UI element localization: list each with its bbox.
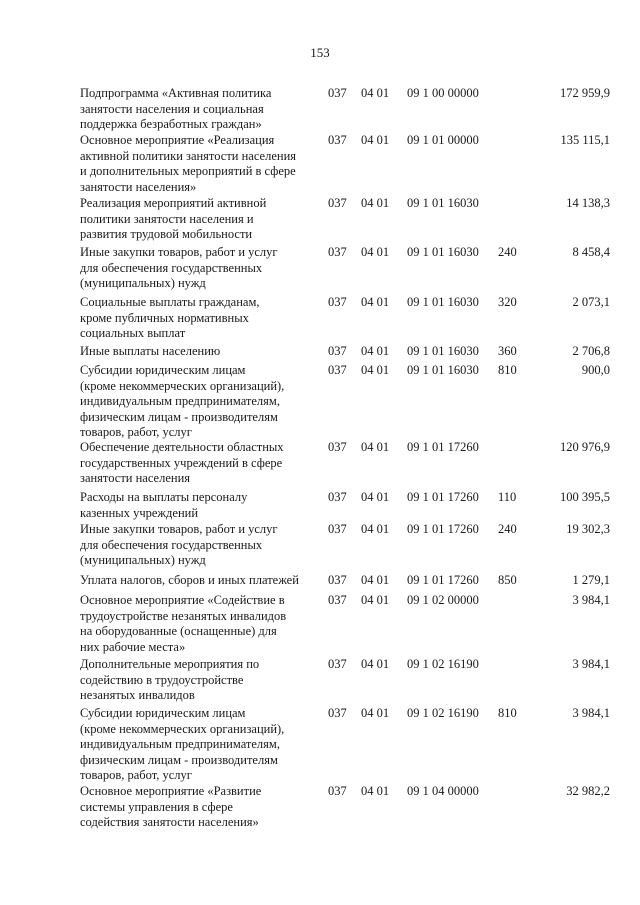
- row-article-code: 09 1 01 00000: [407, 133, 479, 147]
- row-name-line: (кроме некоммерческих организаций),: [80, 378, 285, 393]
- row-name-line: Реализация мероприятий активной: [80, 196, 267, 210]
- row-name-line: (кроме некоммерческих организаций),: [80, 721, 285, 736]
- row-section-code: 04 01: [361, 363, 390, 377]
- row-article-code: 09 1 01 17260: [407, 490, 479, 504]
- row-article-code: 09 1 01 16030: [407, 363, 479, 377]
- row-name-line: Дополнительные мероприятия по: [80, 657, 260, 671]
- row-section-code: 04 01: [361, 295, 390, 309]
- row-name-line: индивидуальным предпринимателям,: [80, 394, 280, 409]
- row-article-code: 09 1 02 16190: [407, 657, 479, 671]
- row-article-code: 09 1 01 16030: [407, 344, 479, 358]
- row-ministry-code: 037: [328, 295, 347, 309]
- row-name-line: содействия занятости населения»: [80, 815, 259, 830]
- row-name-line: товаров, работ, услуг: [80, 425, 192, 440]
- row-section-code: 04 01: [361, 706, 390, 720]
- row-amount: 2 706,8: [572, 344, 610, 358]
- row-amount: 135 115,1: [560, 133, 610, 147]
- row-name-line: трудоустройстве незанятых инвалидов: [80, 608, 287, 623]
- row-name-line: (муниципальных) нужд: [80, 553, 206, 568]
- row-expense-type: 810: [498, 363, 517, 377]
- row-section-code: 04 01: [361, 440, 390, 454]
- row-article-code: 09 1 02 00000: [407, 593, 479, 607]
- row-name-line: товаров, работ, услуг: [80, 768, 192, 783]
- row-name-line: Субсидии юридическим лицам: [80, 363, 246, 377]
- row-name: [80, 573, 325, 589]
- row-name: [80, 245, 325, 292]
- row-name: [80, 196, 325, 243]
- row-amount: 14 138,3: [566, 196, 610, 210]
- row-name-line: Основное мероприятие «Содействие в: [80, 593, 285, 607]
- row-section-code: 04 01: [361, 490, 390, 504]
- row-article-code: 09 1 00 00000: [407, 86, 479, 100]
- row-ministry-code: 037: [328, 344, 347, 358]
- row-name-line: (муниципальных) нужд: [80, 276, 206, 291]
- row-name-line: индивидуальным предпринимателям,: [80, 737, 280, 752]
- row-amount: 2 073,1: [572, 295, 610, 309]
- row-article-code: 09 1 01 17260: [407, 573, 479, 587]
- row-name: [80, 440, 325, 487]
- row-name-line: политики занятости населения и: [80, 211, 254, 226]
- row-section-code: 04 01: [361, 657, 390, 671]
- row-expense-type: 110: [498, 490, 517, 504]
- row-name-line: Социальные выплаты гражданам,: [80, 295, 260, 309]
- row-name-line: занятости населения: [80, 471, 191, 486]
- row-ministry-code: 037: [328, 522, 347, 536]
- row-article-code: 09 1 01 16030: [407, 196, 479, 210]
- row-article-code: 09 1 04 00000: [407, 784, 479, 798]
- row-expense-type: 320: [498, 295, 517, 309]
- row-name-line: Подпрограмма «Активная политика: [80, 86, 272, 100]
- row-name-line: Основное мероприятие «Развитие: [80, 784, 262, 798]
- row-section-code: 04 01: [361, 133, 390, 147]
- row-name-line: для обеспечения государственных: [80, 537, 263, 552]
- row-ministry-code: 037: [328, 196, 347, 210]
- row-section-code: 04 01: [361, 522, 390, 536]
- row-name-line: физическим лицам - производителям: [80, 409, 278, 424]
- page-number: 153: [310, 45, 330, 60]
- row-name-line: поддержка безработных граждан»: [80, 117, 262, 132]
- row-name-line: государственных учреждений в сфере: [80, 455, 283, 470]
- row-name-line: и дополнительных мероприятий в сфере: [80, 164, 296, 179]
- row-name-line: содействию в трудоустройстве: [80, 672, 244, 687]
- row-name: [80, 363, 325, 441]
- row-name: [80, 522, 325, 569]
- row-name: [80, 490, 325, 521]
- row-ministry-code: 037: [328, 440, 347, 454]
- row-amount: 120 976,9: [560, 440, 610, 454]
- row-expense-type: 240: [498, 522, 517, 536]
- row-section-code: 04 01: [361, 573, 390, 587]
- row-name: [80, 295, 325, 342]
- row-name-line: физическим лицам - производителям: [80, 752, 278, 767]
- row-name-line: незанятых инвалидов: [80, 688, 195, 703]
- row-ministry-code: 037: [328, 784, 347, 798]
- row-name-line: Уплата налогов, сборов и иных платежей: [80, 573, 299, 587]
- row-article-code: 09 1 01 17260: [407, 440, 479, 454]
- row-name: [80, 344, 325, 360]
- row-amount: 100 395,5: [560, 490, 610, 504]
- row-name: [80, 86, 325, 133]
- row-amount: 32 982,2: [566, 784, 610, 798]
- row-section-code: 04 01: [361, 344, 390, 358]
- row-article-code: 09 1 02 16190: [407, 706, 479, 720]
- row-expense-type: 810: [498, 706, 517, 720]
- row-name: [80, 657, 325, 704]
- row-name-line: для обеспечения государственных: [80, 260, 263, 275]
- row-article-code: 09 1 01 17260: [407, 522, 479, 536]
- row-expense-type: 240: [498, 245, 517, 259]
- row-ministry-code: 037: [328, 593, 347, 607]
- row-name-line: занятости населения»: [80, 179, 197, 194]
- row-section-code: 04 01: [361, 593, 390, 607]
- row-name-line: Иные выплаты населению: [80, 344, 221, 358]
- row-amount: 3 984,1: [572, 593, 610, 607]
- row-ministry-code: 037: [328, 86, 347, 100]
- row-name-line: развития трудовой мобильности: [80, 227, 253, 242]
- row-ministry-code: 037: [328, 573, 347, 587]
- row-name-line: кроме публичных нормативных: [80, 310, 249, 325]
- row-name: [80, 133, 325, 195]
- row-name-line: Иные закупки товаров, работ и услуг: [80, 522, 278, 536]
- row-amount: 3 984,1: [572, 657, 610, 671]
- row-name-line: них рабочие места»: [80, 639, 186, 654]
- row-name-line: на оборудованные (оснащенные) для: [80, 624, 277, 639]
- row-name-line: занятости населения и социальная: [80, 101, 264, 116]
- row-name: [80, 706, 325, 784]
- row-amount: 19 302,3: [566, 522, 610, 536]
- row-article-code: 09 1 01 16030: [407, 245, 479, 259]
- row-section-code: 04 01: [361, 784, 390, 798]
- row-name-line: активной политики занятости населения: [80, 148, 297, 163]
- row-name-line: Расходы на выплаты персоналу: [80, 490, 248, 504]
- row-name-line: Иные закупки товаров, работ и услуг: [80, 245, 278, 259]
- row-name-line: Обеспечение деятельности областных: [80, 440, 284, 454]
- row-name-line: казенных учреждений: [80, 505, 199, 520]
- row-section-code: 04 01: [361, 86, 390, 100]
- row-section-code: 04 01: [361, 196, 390, 210]
- row-amount: 172 959,9: [560, 86, 610, 100]
- row-amount: 1 279,1: [572, 573, 610, 587]
- row-ministry-code: 037: [328, 133, 347, 147]
- row-ministry-code: 037: [328, 490, 347, 504]
- row-ministry-code: 037: [328, 706, 347, 720]
- row-ministry-code: 037: [328, 245, 347, 259]
- row-name: [80, 593, 325, 655]
- row-article-code: 09 1 01 16030: [407, 295, 479, 309]
- row-name-line: Основное мероприятие «Реализация: [80, 133, 275, 147]
- row-name: [80, 784, 325, 831]
- row-name-line: Субсидии юридическим лицам: [80, 706, 246, 720]
- row-expense-type: 850: [498, 573, 517, 587]
- row-amount: 900,0: [581, 363, 610, 377]
- row-section-code: 04 01: [361, 245, 390, 259]
- row-amount: 8 458,4: [572, 245, 610, 259]
- row-name-line: системы управления в сфере: [80, 799, 233, 814]
- row-expense-type: 360: [498, 344, 517, 358]
- row-ministry-code: 037: [328, 657, 347, 671]
- row-ministry-code: 037: [328, 363, 347, 377]
- row-name-line: социальных выплат: [80, 326, 186, 341]
- row-amount: 3 984,1: [572, 706, 610, 720]
